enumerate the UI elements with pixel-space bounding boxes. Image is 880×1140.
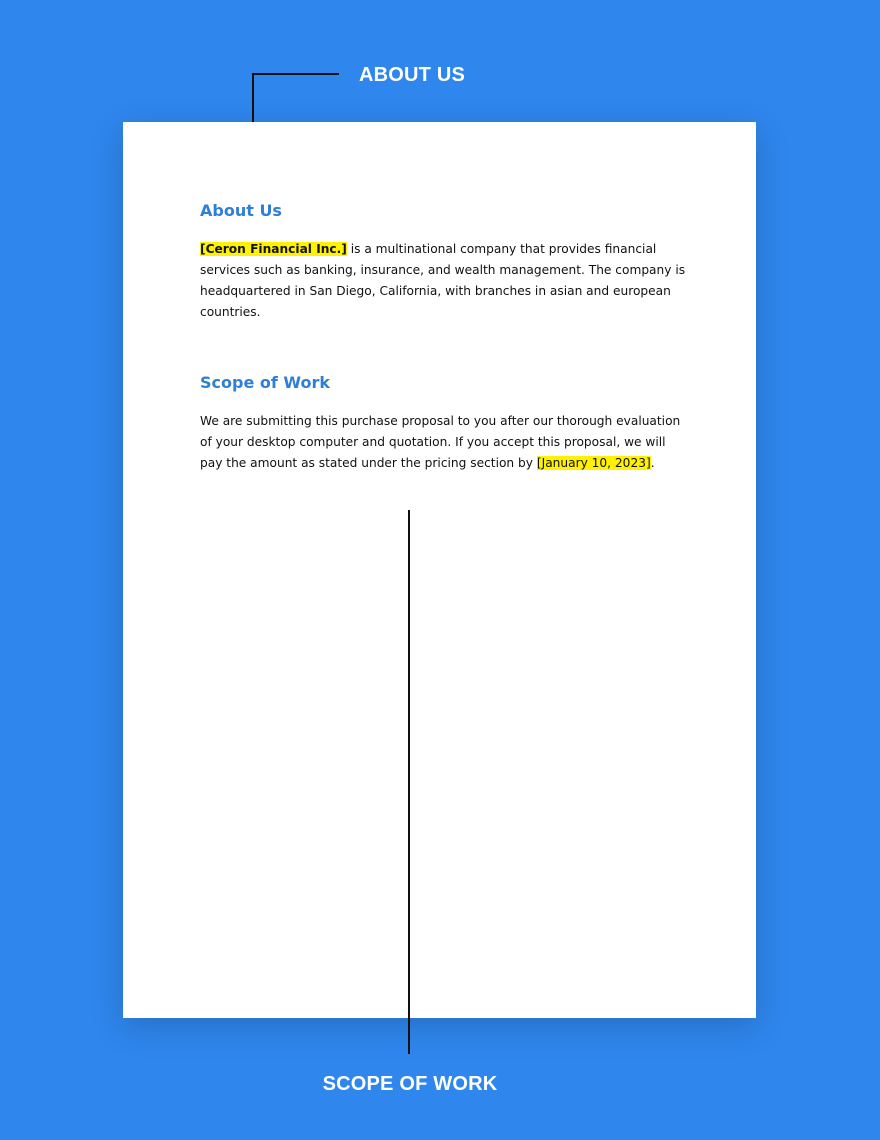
about-us-section xyxy=(200,200,690,323)
about-us-heading: About Us xyxy=(200,201,282,220)
company-name-placeholder[interactable]: [Ceron Financial Inc.] xyxy=(200,242,347,256)
scope-of-work-paragraph xyxy=(200,411,690,474)
about-us-callout-line-horizontal xyxy=(252,73,339,75)
about-us-callout-label: ABOUT US xyxy=(359,64,466,86)
scope-of-work-callout-label: SCOPE OF WORK xyxy=(322,1073,498,1095)
date-placeholder[interactable]: [January 10, 2023] xyxy=(536,456,651,470)
about-us-body-text: is a multinational company that provides financial services such as banking, insurance, and wealth management. The company is headquartered in San Diego, California, with branches in asian and european countries. xyxy=(200,242,686,319)
scope-of-work-callout-line xyxy=(408,510,410,1054)
scope-body-end: . xyxy=(650,456,655,470)
scope-body-text: We are submitting this purchase proposal to you after our thorough evaluation of your desktop computer and quotation. If you accept this proposal, we will pay the amount as stated under the pricing section by xyxy=(200,414,681,470)
scope-of-work-heading: Scope of Work xyxy=(200,373,330,392)
about-us-paragraph xyxy=(200,239,690,323)
document-page xyxy=(123,122,756,1018)
scope-of-work-section xyxy=(200,372,690,474)
